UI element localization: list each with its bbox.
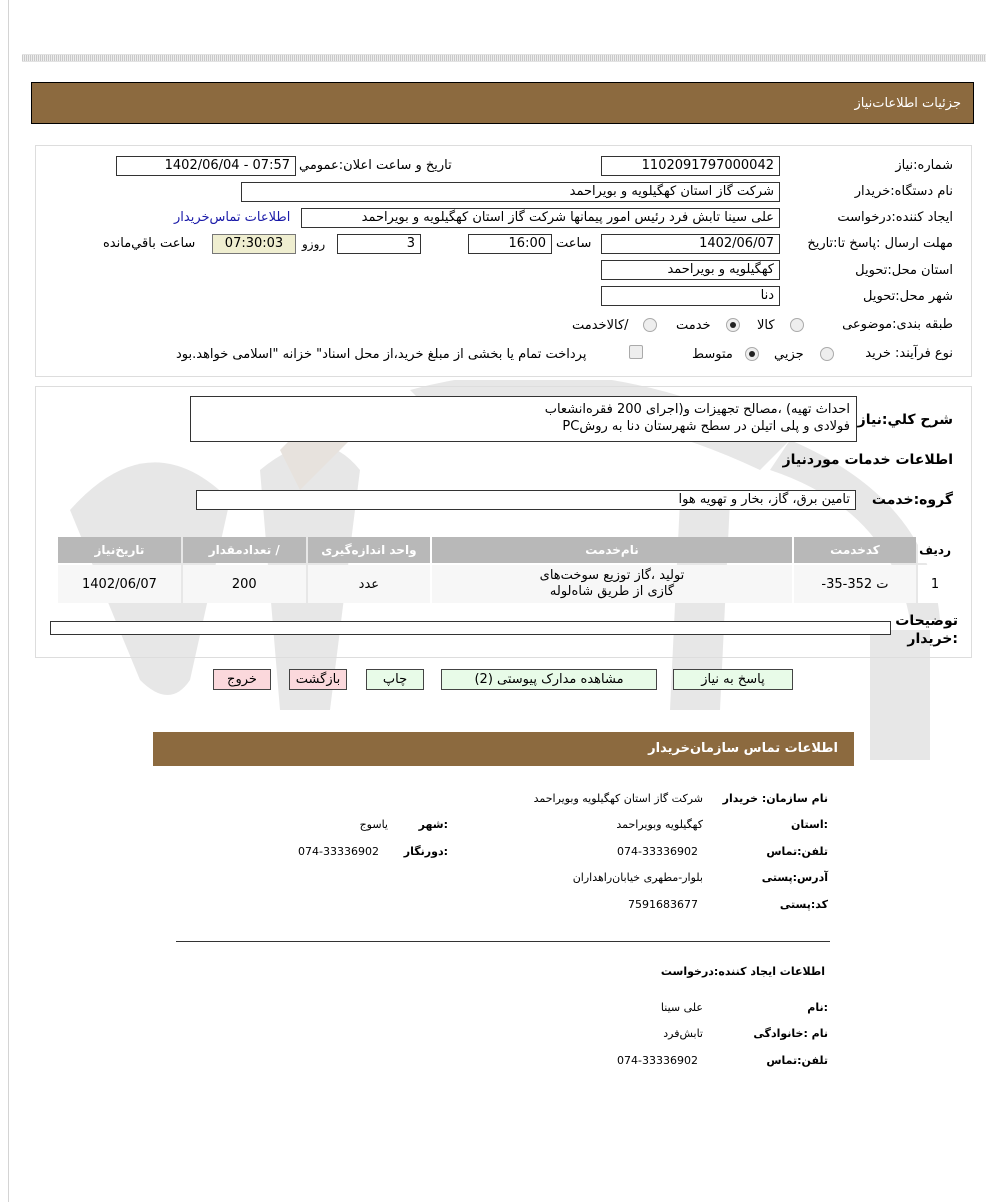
creator-info-title: اطلاعات ایجاد کننده:درخواست	[660, 965, 825, 978]
announce-label: تاریخ و ساعت اعلان:عمومي	[299, 158, 452, 173]
col-row: ردیف	[918, 537, 952, 563]
province-label: استان محل:تحویل	[855, 263, 953, 278]
deadline-time-label: ساعت	[556, 236, 592, 251]
cell-service-code: ت 352-35-	[794, 565, 916, 603]
cell-unit: عدد	[308, 565, 431, 603]
need-number-label: شماره:نیاز	[895, 158, 953, 173]
contact-fax-value: 074-33336902	[298, 845, 379, 858]
contact-phone-value: 074-33336902	[617, 845, 698, 858]
col-need-date: تاریخ‌نیاز	[58, 537, 181, 563]
creator-family-label: نام :خانوادگی	[753, 1027, 828, 1040]
process-radio-minor[interactable]	[820, 347, 834, 361]
category-goods-label: کالا	[757, 318, 775, 333]
category-service-label: خدمت	[676, 318, 711, 333]
province-field[interactable]: کهگیلویه و بویراحمد	[601, 260, 780, 280]
buyer-contact-link[interactable]: اطلاعات تماس‌خریدار	[174, 210, 291, 225]
col-service-name: نام‌خدمت	[432, 537, 792, 563]
contact-province-value: کهگیلویه وبویراحمد	[616, 818, 703, 831]
creator-phone-label: تلفن:تماس	[766, 1054, 828, 1067]
buyer-notes-label: توضیحات :خریدار	[895, 613, 958, 647]
category-goods-service-label: /کالاخدمت	[572, 318, 629, 333]
process-radio-medium[interactable]	[745, 347, 759, 361]
category-radio-goods-service[interactable]	[643, 318, 657, 332]
need-number-field[interactable]: 1102091797000042	[601, 156, 780, 176]
buyer-notes-field[interactable]	[50, 621, 891, 635]
description-box	[190, 396, 857, 442]
deadline-time-field[interactable]: 16:00	[468, 234, 552, 254]
creator-label: ایجاد کننده:درخواست	[837, 210, 953, 225]
buyer-contact-header	[153, 732, 854, 766]
service-group-label: گروه:خدمت	[871, 492, 953, 508]
col-unit: واحد اندازه‌گیری	[308, 537, 431, 563]
city-label: شهر محل:تحویل	[863, 289, 953, 304]
print-button[interactable]: چاپ	[366, 669, 424, 690]
cell-need-date: 1402/06/07	[58, 565, 181, 603]
services-section-title: اطلاعات خدمات موردنیاز	[782, 452, 953, 468]
cell-quantity: 200	[183, 565, 306, 603]
contact-phone-label: تلفن:تماس	[766, 845, 828, 858]
service-group-field[interactable]: تامین برق، گاز، بخار و تهویه هوا	[196, 490, 856, 510]
creator-family-value: تابش‌فرد	[663, 1027, 703, 1040]
city-field[interactable]: دنا	[601, 286, 780, 306]
contact-city-value: یاسوج	[359, 818, 388, 831]
top-divider	[22, 54, 986, 62]
days-label: روزو	[302, 237, 326, 251]
process-medium-label: متوسط	[692, 347, 733, 362]
buyer-contact-title: اطلاعات تماس سازمان‌خریدار	[648, 741, 838, 756]
page-left-border	[8, 0, 9, 1202]
buyer-org-field[interactable]: شرکت گاز استان کهگیلویه و بویراحمد	[241, 182, 780, 202]
creator-phone-value: 074-33336902	[617, 1054, 698, 1067]
services-table-header	[58, 537, 952, 563]
details-panel	[35, 145, 972, 377]
category-radio-service[interactable]	[726, 318, 740, 332]
contact-province-label: :استان	[791, 818, 828, 831]
description-line-2: فولادی و پلی اتیلن در سطح شهرستان دنا به روشPC	[562, 419, 850, 434]
deadline-label: مهلت ارسال :پاسخ تا:تاریخ	[807, 236, 953, 251]
contact-address-value: بلوار-مطهری خیابان‌راهداران	[572, 871, 703, 884]
treasury-payment-note: پرداخت تمام یا بخشی از مبلغ خرید،از محل اسناد" خزانه "اسلامی خواهد.بود	[176, 347, 587, 362]
remaining-time-display: 07:30:03	[212, 234, 296, 254]
contact-address-label: آدرس:پستی	[761, 871, 828, 884]
creator-field[interactable]: علی سینا تابش فرد رئیس امور پیمانها شرکت گاز استان کهگیلویه و بویراحمد	[301, 208, 780, 228]
category-label: طبقه بندی:موضوعی	[842, 317, 953, 332]
col-service-code: کدخدمت	[794, 537, 916, 563]
contact-org-value: شرکت گاز استان کهگیلویه وبویراحمد	[533, 792, 703, 805]
page-header	[31, 82, 974, 124]
col-quantity: / تعدادمقدار	[183, 537, 306, 563]
remaining-label: ساعت باقي‌مانده	[103, 236, 196, 251]
services-table	[56, 535, 954, 605]
creator-name-label: :نام	[807, 1001, 828, 1014]
process-minor-label: جزيي	[774, 347, 804, 362]
page-title: جزئیات اطلاعات‌نیاز	[854, 96, 961, 111]
reply-button[interactable]: پاسخ به نیاز	[673, 669, 793, 690]
deadline-date-field[interactable]: 1402/06/07	[601, 234, 780, 254]
buyer-org-label: نام دستگاه:خریدار	[854, 184, 953, 199]
announce-datetime-field[interactable]: 1402/06/04 - 07:57	[116, 156, 296, 176]
contact-org-label: نام سازمان: خریدار	[722, 792, 828, 805]
back-button[interactable]: بازگشت	[289, 669, 347, 690]
treasury-payment-checkbox[interactable]	[629, 345, 643, 359]
exit-button[interactable]: خروج	[213, 669, 271, 690]
description-line-1: احداث تهیه) ،مصالح تجهیزات و(اجرای 200 فقره‌انشعاب	[544, 402, 850, 417]
view-attachments-button[interactable]: مشاهده مدارک پیوستی (2)	[441, 669, 657, 690]
category-radio-goods[interactable]	[790, 318, 804, 332]
days-field[interactable]: 3	[337, 234, 421, 254]
description-label: شرح کلي:نیاز	[857, 412, 953, 428]
contact-postal-label: کد:پستی	[779, 898, 828, 911]
creator-name-value: علی سینا	[660, 1001, 703, 1014]
section-divider	[176, 941, 830, 942]
contact-fax-label: :دورنگار	[403, 845, 448, 858]
process-label: نوع فرآیند: خرید	[865, 346, 953, 361]
cell-service-name: تولید ،گاز توزیع سوخت‌های گازی از طریق شاه‌لوله	[432, 565, 792, 603]
cell-row: 1	[918, 565, 952, 603]
contact-city-label: :شهر	[418, 818, 448, 831]
contact-postal-value: 7591683677	[628, 898, 698, 911]
table-row	[58, 565, 952, 603]
